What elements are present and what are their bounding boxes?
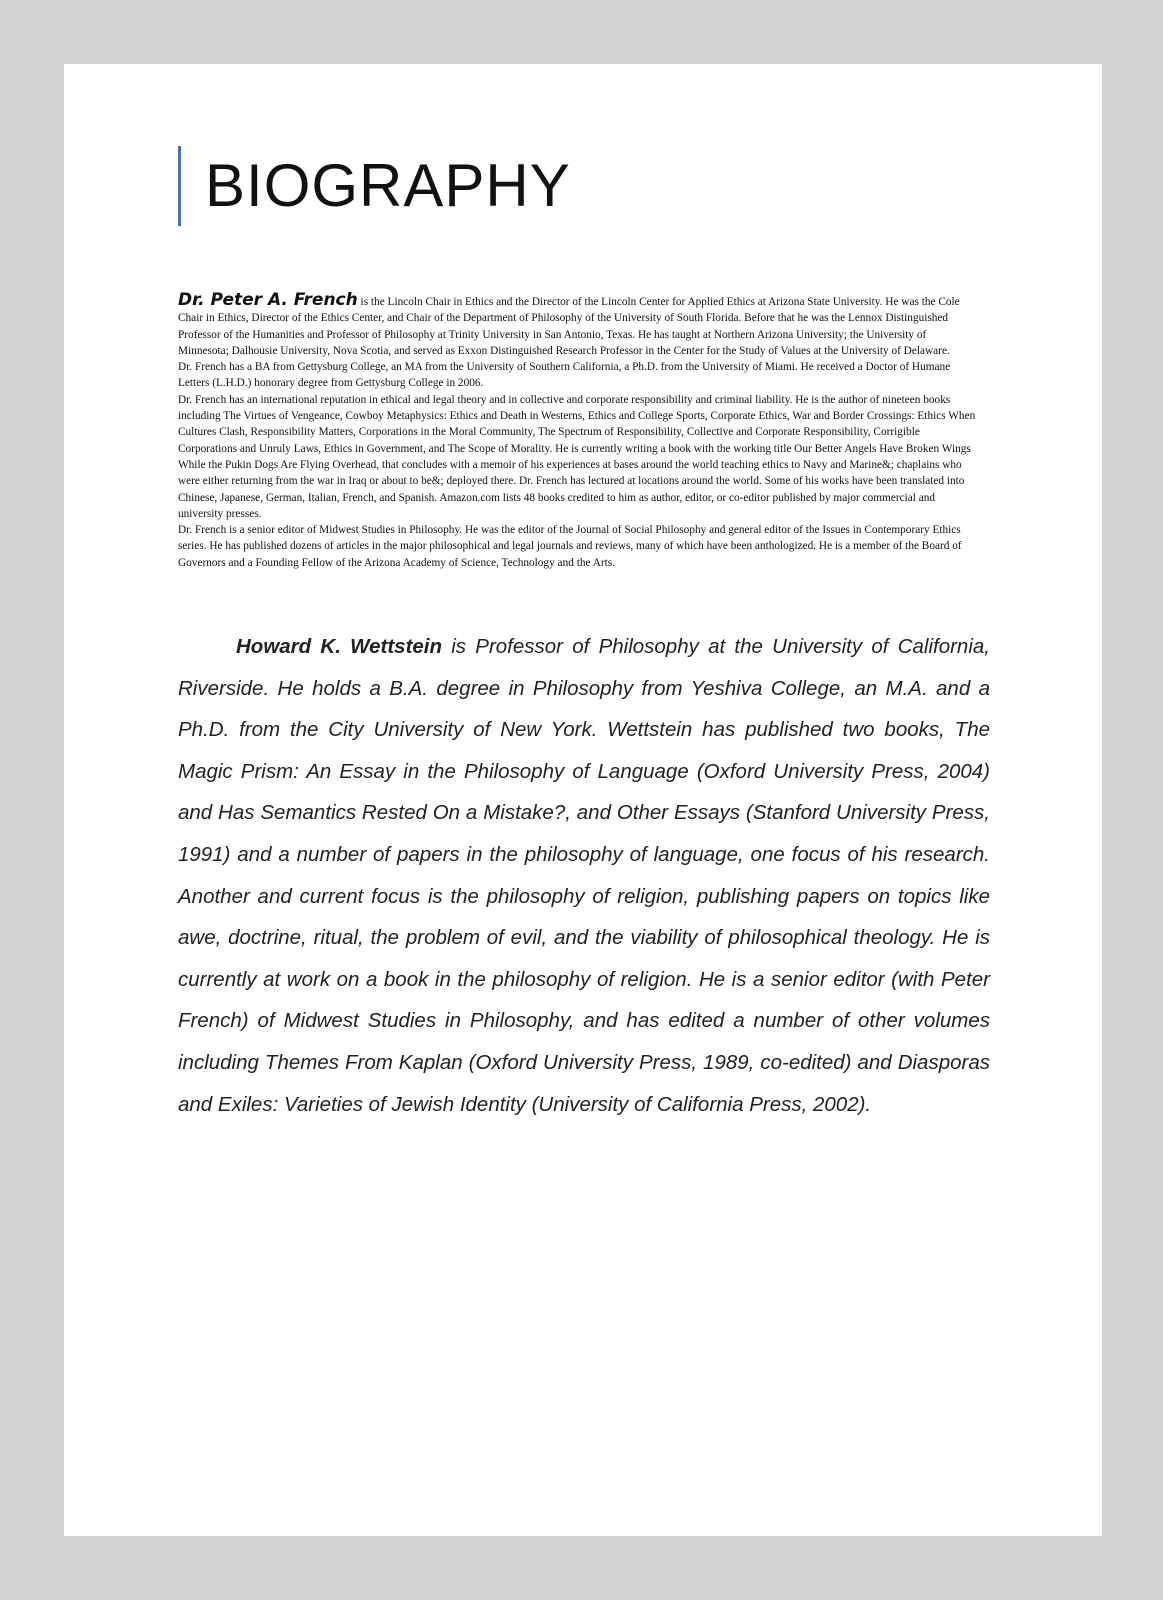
french-name: Dr. Peter A. French bbox=[178, 290, 358, 310]
french-paragraph-4: Dr. French is a senior editor of Midwest Studies in Philosophy. He was the editor of the Journal of Social Philosophy and general editor of the Issues in Contemporary Ethics series. He has published dozens of articles in the major philosophical and legal journals and reviews, many of which have been anthologized. He is a member of the Board of Governors and a Founding Fellow of the Arizona Academy of Science, Technology and the Arts. bbox=[178, 524, 962, 569]
french-intro-text: is the Lincoln Chair in Ethics and the Director of the Lincoln Center for Applied Ethics at Arizona State University. He was the Cole Chair in Ethics, Director of the Ethics Center, and Chair of the Department of Philosophy of the University of South Florida. Before that he was the Lennox Distinguished Professor of the Humanities and Professor of Philosophy at Trinity University in San Antonio, Texas. He has taught at Northern Arizona University; the University of Minnesota; Dalhousie University, Nova Scotia, and served as Exxon Distinguished Research Professor in the Center for the Study of Values at the University of Delaware. bbox=[178, 296, 960, 357]
document-page bbox=[64, 64, 1102, 1536]
french-paragraph-1 bbox=[178, 290, 978, 359]
wettstein-text: is Professor of Philosophy at the University of California, Riverside. He holds a B.A. degree in Philosophy from Yeshiva College, an M.A. and a Ph.D. from the City University of New York. Wettstein has published two books, The Magic Prism: An Essay in the Philosophy of Language (Oxford University Press, 2004) and Has Semantics Rested On a Mistake?, and Other Essays (Stanford University Press, 1991) and a number of papers in the philosophy of language, one focus of his research. Another and current focus is the philosophy of religion, publishing papers on topics like awe, doctrine, ritual, the problem of evil, and the viability of philosophical theology. He is currently at work on a book in the philosophy of religion. He is a senior editor (with Peter French) of Midwest Studies in Philosophy, and has edited a number of other volumes including Themes From Kaplan (Oxford University Press, 1989, co-edited) and Diasporas and Exiles: Varieties of Jewish Identity (University of California Press, 2002). bbox=[178, 635, 990, 1116]
wettstein-biography bbox=[178, 626, 990, 1125]
page-title: BIOGRAPHY bbox=[205, 152, 571, 219]
french-biography bbox=[178, 290, 978, 571]
french-paragraph-3: Dr. French has an international reputation in ethical and legal theory and in collective and corporate responsibility and criminal liability. He is the author of nineteen books including The Virtues of Vengeance, Cowboy Metaphysics: Ethics and Death in Westerns, Ethics and College Sports, Corporate Ethics, War and Border Crossings: Ethics When Cultures Clash, Responsibility Matters, Corporations in the Moral Community, The Spectrum of Responsibility, Collective and Corporate Responsibility, Corrigible Corporations and Unruly Laws, Ethics in Government, and The Scope of Morality. He is currently writing a book with the working title Our Better Angels Have Broken Wings While the Pukin Dogs Are Flying Overhead, that concludes with a memoir of his experiences at bases around the world teaching ethics to Navy and Marine&; chaplains who were either returning from the war in Iraq or about to be&; deployed there. Dr. French has lectured at locations around the world. Some of his works have been translated into Chinese, Japanese, German, Italian, French, and Spanish. Amazon.com lists 48 books credited to him as author, editor, or co-editor published by major commercial and university presses. bbox=[178, 393, 976, 520]
wettstein-name: Howard K. Wettstein bbox=[236, 635, 443, 658]
french-paragraph-2: Dr. French has a BA from Gettysburg College, an MA from the University of Southern California, a Ph.D. from the University of Miami. He received a Doctor of Humane Letters (L.H.D.) honorary degree from Gettysburg College in 2006. bbox=[178, 361, 951, 390]
title-block bbox=[178, 146, 571, 226]
